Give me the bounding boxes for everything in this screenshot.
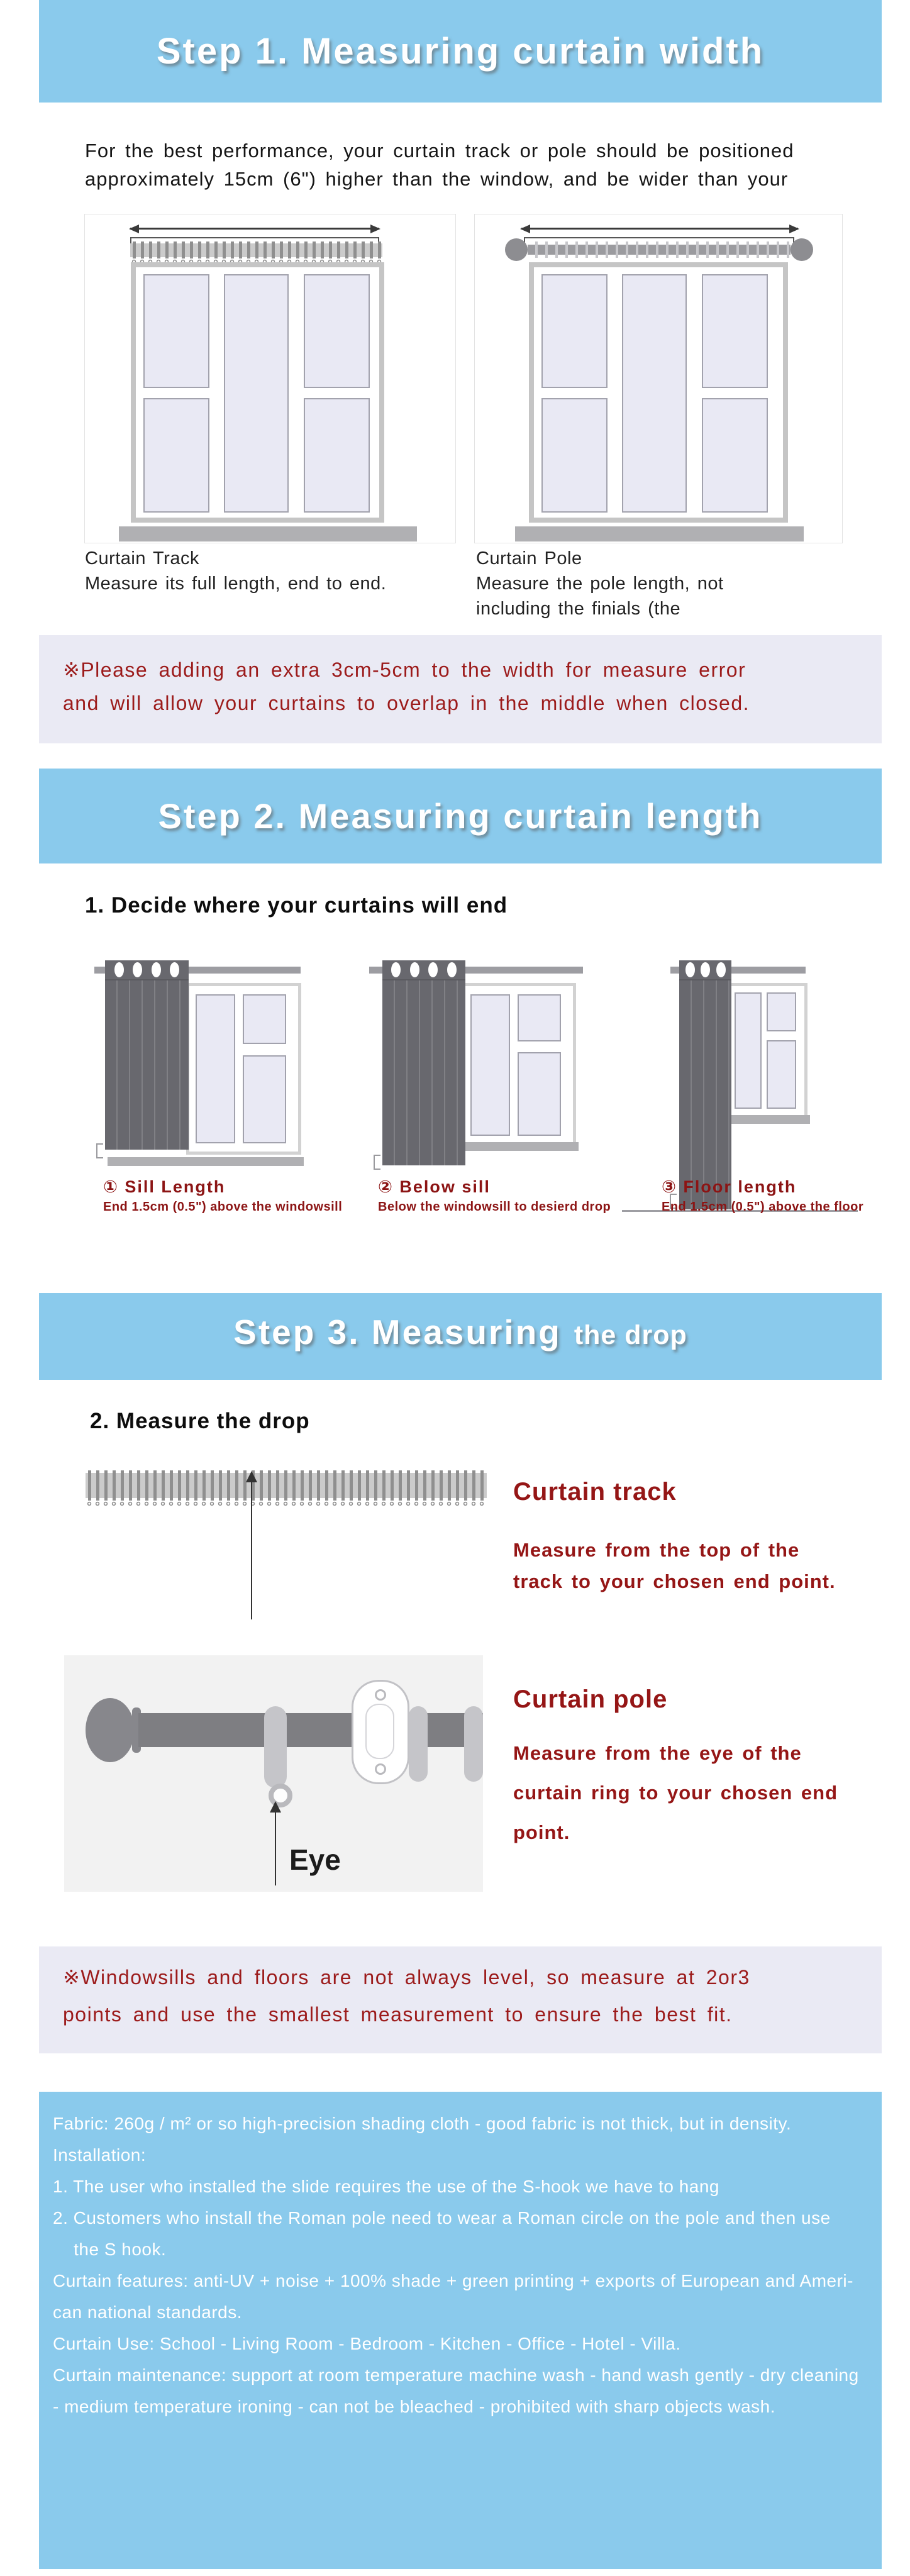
pole-caption-title: Curtain Pole [476, 548, 582, 569]
window-pane [622, 274, 687, 513]
grommet-icon [701, 962, 710, 977]
step3-banner-title: Step 3. Measuring [233, 1313, 562, 1352]
grommet-icon [114, 962, 124, 977]
option1-number: ① [103, 1177, 119, 1196]
track-caption-body: Measure its full length, end to end. [85, 574, 387, 594]
option3-title [662, 1177, 796, 1197]
window-pane [702, 274, 768, 388]
width-note-box [39, 635, 882, 743]
step1-banner-title: Step 1. Measuring curtain width [156, 31, 765, 72]
window-pane [470, 994, 509, 1136]
details-line: 2. Customers who install the Roman pole need to wear a Roman circle on the pole and then use [53, 2208, 831, 2228]
measure-mark-icon [374, 1155, 380, 1170]
window-pane [224, 274, 289, 513]
windowsill [108, 1157, 304, 1166]
level-note-line2: points and use the smallest measurement to ensure the best fit. [63, 2003, 733, 2026]
option2-desc: Below the windowsill to desierd drop [378, 1200, 611, 1214]
step2-banner [39, 769, 882, 863]
windowsill [727, 1115, 810, 1124]
details-line: the S hook. [53, 2240, 167, 2259]
step3-banner-subtitle: the drop [574, 1320, 687, 1350]
option1-label: Sill Length [125, 1177, 226, 1196]
window-pane [767, 1040, 796, 1109]
track-heading: Curtain track [513, 1478, 677, 1506]
grommet-band [679, 960, 731, 980]
curtain-sill-length [105, 960, 189, 1150]
window-pane [735, 992, 761, 1109]
grommet-icon [133, 962, 142, 977]
eye-label: Eye [289, 1843, 341, 1876]
step1-banner [39, 0, 882, 103]
track-glider-loops [86, 1501, 487, 1507]
grommet-icon [428, 962, 438, 977]
window-pane [243, 1055, 286, 1143]
grommet-icon [447, 962, 457, 977]
step2-banner-title: Step 2. Measuring curtain length [158, 796, 763, 836]
details-line: 1. The user who installed the slide requires the use of the S-hook we have to hang [53, 2177, 720, 2196]
track-gliders [130, 242, 382, 258]
pole-line1: Measure from the eye of the [513, 1742, 802, 1764]
option3-label: Floor length [683, 1177, 797, 1196]
width-arrow-icon [130, 228, 379, 230]
track-line2: track to your chosen end point. [513, 1570, 836, 1592]
step3-banner [39, 1293, 882, 1380]
window-pane [304, 274, 370, 388]
finial-left-icon [505, 238, 528, 261]
window [529, 262, 788, 523]
option3-desc: End 1.5cm (0.5") above the floor [662, 1200, 864, 1214]
bracket-slot [365, 1704, 394, 1759]
curtain-ring [409, 1706, 428, 1782]
curtain-floor-length [679, 960, 731, 1209]
screw-icon [375, 1763, 386, 1775]
grommet-band [105, 960, 189, 980]
grommet-band [382, 960, 465, 980]
window [727, 983, 807, 1118]
details-line: can national standards. [53, 2302, 243, 2322]
track-caption-title: Curtain Track [85, 548, 199, 569]
step3-subtitle: 2. Measure the drop [90, 1409, 310, 1433]
curtain-length-diagrams [41, 943, 884, 1233]
pole-illustration-panel [64, 1655, 483, 1892]
screw-icon [375, 1689, 386, 1701]
step1-intro-line1: For the best performance, your curtain track or pole should be positioned [85, 140, 794, 162]
details-line: Curtain features: anti-UV + noise + 100% shade + green printing + exports of European and Ameri- [53, 2271, 853, 2290]
option2-number: ② [378, 1177, 394, 1196]
curtain-track-diagram [84, 214, 456, 543]
details-line: Fabric: 260g / m² or so high-precision shading cloth - good fabric is not thick, but in density. [53, 2114, 792, 2133]
measure-mark-icon [96, 1143, 103, 1158]
window-pane [541, 274, 608, 388]
window-pane [767, 992, 796, 1031]
level-note-box [39, 1946, 882, 2053]
details-line: Curtain maintenance: support at room temperature machine wash - hand wash gently - dry cleaning [53, 2365, 859, 2385]
option2-label: Below sill [399, 1177, 491, 1196]
track-drop-section [41, 1462, 884, 1626]
pole-line3: point. [513, 1821, 570, 1843]
width-note-line1: ※Please adding an extra 3cm-5cm to the width for measure error [63, 658, 746, 681]
option2-title [378, 1177, 491, 1197]
option3-number: ③ [662, 1177, 677, 1196]
pole-drop-section [41, 1648, 884, 1899]
pole-line2: curtain ring to your chosen end [513, 1782, 838, 1804]
up-arrow-icon [275, 1811, 276, 1885]
windowsill [119, 526, 417, 541]
pole-caption-line1: Measure the pole length, not [476, 574, 724, 594]
details-line: - medium temperature ironing - can not be bleached - prohibited with sharp objects wash. [53, 2397, 776, 2416]
track-gliders [86, 1470, 487, 1501]
window-pane [243, 994, 286, 1044]
grommet-icon [685, 962, 695, 977]
window [461, 983, 576, 1147]
width-arrow-icon [521, 228, 798, 230]
pole-rings [528, 242, 791, 258]
details-line: Curtain Use: School - Living Room - Bedroom - Kitchen - Office - Hotel - Villa. [53, 2334, 681, 2353]
grommet-icon [410, 962, 419, 977]
finial-icon [86, 1698, 135, 1762]
width-note-line2: and will allow your curtains to overlap in the middle when closed. [63, 692, 750, 714]
step1-intro-line2: approximately 15cm (6") higher than the window, and be wider than your [85, 168, 789, 190]
finial-right-icon [791, 238, 813, 261]
window [186, 983, 301, 1155]
window-pane [518, 994, 561, 1041]
curtain-pole-bar [138, 1713, 483, 1747]
window-pane [518, 1052, 561, 1136]
grommet-icon [716, 962, 726, 977]
pole-caption-line2: including the finials (the [476, 599, 681, 619]
grommet-icon [170, 962, 179, 977]
curtain-ring [464, 1706, 483, 1782]
option1-title [103, 1177, 225, 1197]
window [131, 262, 384, 523]
level-note-line1: ※Windowsills and floors are not always level, so measure at 2or3 [63, 1966, 750, 1989]
track-line1: Measure from the top of the [513, 1539, 800, 1561]
up-arrow-icon [251, 1481, 252, 1619]
window-pane [196, 994, 235, 1143]
windowsill [515, 526, 804, 541]
curtain-pole-diagram [474, 214, 843, 543]
pole-heading: Curtain pole [513, 1685, 668, 1713]
grommet-icon [152, 962, 161, 977]
product-details-box [39, 2092, 882, 2569]
window-pane [541, 398, 608, 513]
grommet-icon [391, 962, 401, 977]
window-pane [304, 398, 370, 513]
curtain-ring [264, 1706, 287, 1788]
window-pane [143, 274, 209, 388]
details-line: Installation: [53, 2145, 147, 2165]
curtain-below-sill [382, 960, 465, 1165]
step2-subtitle: 1. Decide where your curtains will end [85, 893, 508, 918]
window-pane [702, 398, 768, 513]
window-pane [143, 398, 209, 513]
option1-desc: End 1.5cm (0.5") above the windowsill [103, 1200, 343, 1214]
